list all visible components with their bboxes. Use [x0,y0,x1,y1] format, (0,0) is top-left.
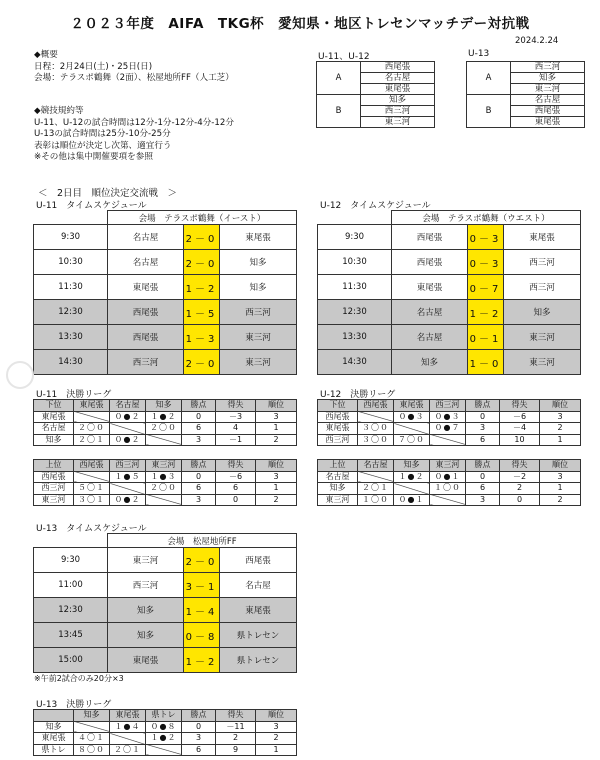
u13-league-table [33,709,297,756]
league-stat-cell: 0 [216,494,256,506]
score-cell: 1－3 [184,325,220,350]
time-cell: 11:30 [34,275,108,300]
league-header-cell: 東三河 [430,460,466,472]
away-team: 東三河 [220,325,297,350]
away-team: 名古屋 [220,573,297,598]
league-stat-cell: －6 [216,471,256,483]
score-cell: 2－0 [184,548,220,573]
team-cell: 東三河 [361,117,435,128]
league-result-cell: ３〇０ [358,434,394,446]
time-cell: 13:45 [34,623,108,648]
score-cell: 0－1 [468,325,504,350]
away-team: 知多 [220,250,297,275]
league-team-cell: 名古屋 [318,471,358,483]
u11-upper-league-table [33,459,297,506]
league-diagonal-cell [358,471,394,483]
time-cell: 11:00 [34,573,108,598]
league-header-cell: 勝点 [466,460,500,472]
time-cell: 14:30 [318,350,392,375]
league-header-cell: 上位 [318,460,358,472]
group-table-u13 [466,61,585,128]
u11-league-label: U-11 決勝リーグ [36,390,112,400]
day2-heading: ＜ 2日目 順位決定交流戦 ＞ [38,188,178,199]
time-cell: 15:00 [34,648,108,673]
u11-lower-league-table [33,399,297,446]
league-stat-cell: 1 [256,744,297,756]
u11-schedule-table [33,210,297,375]
league-result-cell: ２〇１ [110,744,146,756]
league-header-cell: 順位 [256,400,297,412]
away-team: 東尾張 [504,225,581,250]
league-stat-cell: 2 [256,494,297,506]
home-team: 東尾張 [392,275,468,300]
home-team: 東尾張 [108,275,184,300]
home-team: 西尾張 [108,325,184,350]
league-diagonal-cell [394,483,430,495]
league-stat-cell: 0 [182,721,216,733]
home-team: 知多 [392,350,468,375]
league-header-cell: 勝点 [182,400,216,412]
league-result-cell: １●２ [146,733,182,745]
league-header-cell: 知多 [74,710,110,722]
league-row [34,411,297,423]
rules-heading: ◆競技規約等 [34,106,84,116]
group-table-u11-12 [316,61,435,128]
league-stat-cell: 2 [256,434,297,446]
u11-schedule-label: U-11 タイムスケジュール [36,201,147,211]
league-diagonal-cell [110,423,146,435]
league-header-cell: 名古屋 [110,400,146,412]
score-cell: 3－1 [184,573,220,598]
league-header-cell: 県トレ [146,710,182,722]
league-stat-cell: 1 [540,483,581,495]
league-header-cell: 順位 [540,460,581,472]
league-result-cell: ３〇１ [74,494,110,506]
league-header-cell: 勝点 [182,710,216,722]
league-diagonal-cell [430,494,466,506]
league-header-cell: 東三河 [146,460,182,472]
home-team: 西三河 [108,573,184,598]
home-team: 知多 [108,623,184,648]
league-result-cell: ４〇１ [74,733,110,745]
u13-schedule-table [33,533,297,673]
team-cell: 東尾張 [511,117,585,128]
league-result-cell: ２〇１ [74,434,110,446]
league-stat-cell: 6 [216,483,256,495]
league-stat-cell: 9 [216,744,256,756]
league-result-cell: １〇０ [430,483,466,495]
home-team: 西尾張 [392,250,468,275]
league-stat-cell: 2 [216,733,256,745]
away-team: 知多 [504,300,581,325]
league-stat-cell: 0 [466,471,500,483]
team-cell: 名古屋 [361,73,435,84]
time-cell: 10:30 [34,250,108,275]
carousel-indicator[interactable] [6,361,34,389]
league-row [318,471,581,483]
time-cell: 9:30 [34,548,108,573]
score-cell: 1－4 [184,598,220,623]
league-header-cell: 得失 [500,460,540,472]
score-cell: 0－8 [184,623,220,648]
group-u11-12-label: U-11、U-12 [318,52,370,62]
league-stat-cell: 0 [466,411,500,423]
league-stat-cell: 3 [182,733,216,745]
league-team-cell: 西三河 [318,434,358,446]
league-diagonal-cell [146,744,182,756]
league-header-cell: 知多 [146,400,182,412]
rules-line: ※その他は集中開催要項を参照 [34,152,153,162]
overview-line: 日程：2月24日(土)・25日(日) [34,61,153,72]
league-result-cell: ８〇０ [74,744,110,756]
league-diagonal-cell [394,423,430,435]
league-result-cell: ５〇１ [74,483,110,495]
league-header-cell [34,710,74,722]
u13-schedule-label: U-13 タイムスケジュール [36,524,147,534]
time-cell: 13:30 [34,325,108,350]
home-team: 名古屋 [392,325,468,350]
league-row [318,483,581,495]
rules-line: 表彰は順位が決定し次第、適宜行う [34,140,172,151]
score-cell: 0－7 [468,275,504,300]
away-team: 東三河 [504,350,581,375]
league-stat-cell: －2 [500,471,540,483]
league-diagonal-cell [74,721,110,733]
score-cell: 2－0 [184,250,220,275]
league-stat-cell: －4 [500,423,540,435]
league-team-cell: 西尾張 [318,411,358,423]
away-team: 西三河 [220,300,297,325]
league-row [34,434,297,446]
home-team: 名古屋 [108,250,184,275]
league-result-cell: １〇０ [358,494,394,506]
league-result-cell: １●２ [394,471,430,483]
league-stat-cell: 6 [182,423,216,435]
league-header-cell: 上位 [34,460,74,472]
league-result-cell: ０●２ [110,434,146,446]
league-row [34,721,297,733]
league-stat-cell: －6 [500,411,540,423]
home-team: 名古屋 [108,225,184,250]
time-cell: 10:30 [318,250,392,275]
team-cell: 西尾張 [361,62,435,73]
rules-line: U-11、U-12の試合時間は12分-1分-12分-4分-12分 [34,117,234,128]
league-result-cell: ０●１ [394,494,430,506]
league-team-cell: 西尾張 [34,471,74,483]
league-stat-cell: 10 [500,434,540,446]
time-cell: 9:30 [34,225,108,250]
league-stat-cell: 3 [466,494,500,506]
league-team-cell: 東尾張 [318,423,358,435]
home-team: 西尾張 [392,225,468,250]
league-header-cell: 得失 [500,400,540,412]
league-row [318,411,581,423]
league-stat-cell: －3 [216,411,256,423]
league-team-cell: 県トレ [34,744,74,756]
overview-heading: ◆概要 [34,50,58,60]
league-header-cell: 勝点 [466,400,500,412]
league-stat-cell: 3 [466,423,500,435]
league-stat-cell: 1 [256,423,297,435]
score-cell: 1－5 [184,300,220,325]
league-header-cell: 西三河 [430,400,466,412]
league-stat-cell: 6 [182,744,216,756]
league-team-cell: 東尾張 [34,411,74,423]
league-stat-cell: 6 [182,483,216,495]
team-cell: 知多 [511,73,585,84]
home-team: 西三河 [108,350,184,375]
home-team: 西尾張 [108,300,184,325]
league-team-cell: 名古屋 [34,423,74,435]
league-result-cell: １●２ [146,411,182,423]
league-result-cell: １●４ [110,721,146,733]
league-row [34,494,297,506]
league-row [34,744,297,756]
league-header-cell: 東尾張 [74,400,110,412]
home-team: 東三河 [108,548,184,573]
league-team-cell: 西三河 [34,483,74,495]
league-header-cell: 西三河 [110,460,146,472]
away-team: 東三河 [220,350,297,375]
league-result-cell: ０●７ [430,423,466,435]
league-diagonal-cell [110,483,146,495]
league-header-cell: 知多 [394,460,430,472]
league-result-cell: １●５ [110,471,146,483]
away-team: 西尾張 [220,548,297,573]
u12-upper-league-table [317,459,581,506]
away-team: 西三河 [504,275,581,300]
league-team-cell: 東三河 [318,494,358,506]
league-stat-cell: 0 [182,411,216,423]
league-header-cell: 東尾張 [110,710,146,722]
score-cell: 1－2 [184,648,220,673]
team-cell: 知多 [361,95,435,106]
away-team: 西三河 [504,250,581,275]
league-stat-cell: 6 [466,434,500,446]
time-cell: 14:30 [34,350,108,375]
league-header-cell: 得失 [216,710,256,722]
team-cell: 名古屋 [511,95,585,106]
home-team: 名古屋 [392,300,468,325]
league-header-cell: 得失 [216,460,256,472]
league-diagonal-cell [430,434,466,446]
team-cell: 東三河 [511,84,585,95]
document-title: ２０２３年度 AIFA TKG杯 愛知県・地区トレセンマッチデー対抗戦 [70,16,530,32]
league-team-cell: 知多 [34,434,74,446]
league-stat-cell: 6 [466,483,500,495]
league-result-cell: ０●２ [110,494,146,506]
league-header-cell: 勝点 [182,460,216,472]
league-result-cell: １●３ [146,471,182,483]
league-result-cell: ０●１ [430,471,466,483]
league-header-cell: 東尾張 [394,400,430,412]
group-name: B [317,95,361,128]
league-header-cell: 順位 [540,400,581,412]
u12-lower-league-table [317,399,581,446]
league-header-cell: 下位 [318,400,358,412]
away-team: 東尾張 [220,225,297,250]
time-cell: 9:30 [318,225,392,250]
league-team-cell: 東尾張 [34,733,74,745]
score-cell: 2－0 [184,350,220,375]
league-diagonal-cell [74,471,110,483]
away-team: 県トレセン [220,623,297,648]
league-stat-cell: 2 [500,483,540,495]
away-team: 東三河 [504,325,581,350]
league-header-cell: 西尾張 [358,400,394,412]
league-header-cell: 西尾張 [74,460,110,472]
away-team: 知多 [220,275,297,300]
home-team: 知多 [108,598,184,623]
league-result-cell: ２〇０ [146,423,182,435]
group-name: B [467,95,511,128]
document-date: 2024.2.24 [515,36,559,46]
league-result-cell: ０●３ [430,411,466,423]
league-stat-cell: 0 [500,494,540,506]
league-stat-cell: 2 [540,423,581,435]
away-team: 東尾張 [220,598,297,623]
score-cell: 0－3 [468,225,504,250]
league-diagonal-cell [74,411,110,423]
u12-league-label: U-12 決勝リーグ [320,390,396,400]
league-stat-cell: 3 [540,471,581,483]
u12-schedule-label: U-12 タイムスケジュール [320,201,431,211]
league-stat-cell: 3 [182,434,216,446]
time-cell: 12:30 [34,300,108,325]
league-header-cell: 順位 [256,460,297,472]
league-stat-cell: 2 [256,733,297,745]
u13-schedule-note: ※午前2試合のみ20分×3 [34,674,124,683]
score-cell: 1－0 [468,350,504,375]
league-diagonal-cell [358,411,394,423]
league-result-cell: ２〇１ [358,483,394,495]
time-cell: 12:30 [34,598,108,623]
league-header-cell: 順位 [256,710,297,722]
group-u13-label: U-13 [468,49,490,59]
team-cell: 西尾張 [511,106,585,117]
league-result-cell: ０●３ [394,411,430,423]
league-result-cell: ７〇０ [394,434,430,446]
league-stat-cell: 1 [540,434,581,446]
league-stat-cell: －11 [216,721,256,733]
league-diagonal-cell [146,494,182,506]
venue-cell: 会場 テラスポ鶴舞（ウエスト） [392,211,581,225]
team-cell: 西三河 [511,62,585,73]
league-row [34,483,297,495]
league-team-cell: 知多 [318,483,358,495]
overview-section [34,50,234,85]
team-cell: 西三河 [361,106,435,117]
league-stat-cell: 3 [182,494,216,506]
league-row [34,471,297,483]
venue-cell: 会場 松屋地所FF [108,534,297,548]
league-diagonal-cell [146,434,182,446]
group-name: A [467,62,511,95]
u13-league-label: U-13 決勝リーグ [36,700,112,710]
schedule-spacer [34,534,108,548]
league-row [34,733,297,745]
time-cell: 11:30 [318,275,392,300]
rules-line: U-13の試合時間は25分-10分-25分 [34,129,171,139]
score-cell: 1－2 [468,300,504,325]
score-cell: 2－0 [184,225,220,250]
league-stat-cell: 1 [256,483,297,495]
u12-schedule-table [317,210,581,375]
venue-cell: 会場 テラスポ鶴舞（イースト） [108,211,297,225]
league-result-cell: ０●２ [110,411,146,423]
league-stat-cell: 2 [540,494,581,506]
league-team-cell: 東三河 [34,494,74,506]
home-team: 東尾張 [108,648,184,673]
league-stat-cell: 3 [540,411,581,423]
time-cell: 13:30 [318,325,392,350]
schedule-spacer [34,211,108,225]
league-row [34,423,297,435]
league-stat-cell: 0 [182,471,216,483]
league-row [318,423,581,435]
league-diagonal-cell [110,733,146,745]
league-stat-cell: 4 [216,423,256,435]
league-stat-cell: 3 [256,471,297,483]
team-cell: 東尾張 [361,84,435,95]
rules-section [34,106,234,164]
league-result-cell: ０●８ [146,721,182,733]
league-result-cell: ３〇０ [358,423,394,435]
away-team: 県トレセン [220,648,297,673]
score-cell: 0－3 [468,250,504,275]
league-header-cell: 名古屋 [358,460,394,472]
schedule-spacer [318,211,392,225]
league-stat-cell: 3 [256,411,297,423]
league-row [318,494,581,506]
league-result-cell: ２〇０ [146,483,182,495]
group-name: A [317,62,361,95]
league-row [318,434,581,446]
league-stat-cell: －1 [216,434,256,446]
score-cell: 1－2 [184,275,220,300]
league-header-cell: 得失 [216,400,256,412]
league-stat-cell: 3 [256,721,297,733]
league-header-cell: 下位 [34,400,74,412]
league-team-cell: 知多 [34,721,74,733]
time-cell: 12:30 [318,300,392,325]
league-result-cell: ２〇０ [74,423,110,435]
overview-line: 会場：テラスポ鶴舞（2面）、松屋地所FF（人工芝） [34,73,234,83]
